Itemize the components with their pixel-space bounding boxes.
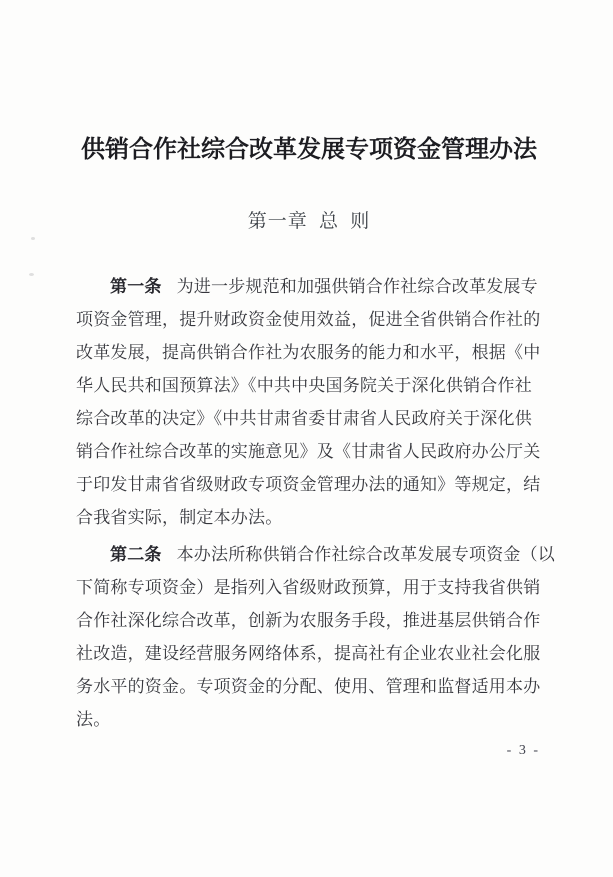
article-2-line: 下简称专项资金）是指列入省级财政预算，用于支持我省供销 [76,578,541,597]
document-body [76,270,556,736]
article-1-text: 为进一步规范和加强供销合作社综合改革发展专 [176,277,538,296]
article-1-paragraph [76,270,542,534]
article-1-line: 项资金管理，提升财政资金使用效益，促进全省供销合作社的 [76,310,541,329]
article-1-line: 合我省实际，制定本办法。 [76,508,283,527]
article-1-line: 于印发甘肃省省级财政专项资金管理办法的通知》等规定，结 [76,475,541,494]
article-1-label: 第一条 [110,277,162,296]
article-2-paragraph [76,538,556,736]
scan-speck [31,237,35,240]
document-title: 供销合作社综合改革发展专项资金管理办法 [81,137,537,163]
chapter-heading: 第一章 总 则 [247,211,371,232]
article-2-line: 社改造，建设经营服务网络体系，提高社有企业农业社会化服 [76,644,541,663]
page-number: - 3 - [506,743,540,758]
article-2-label: 第二条 [110,545,162,564]
article-2-line: 法。 [76,710,111,729]
article-2-line: 合作社深化综合改革，创新为农服务手段，推进基层供销合作 [76,611,541,630]
scan-speck [29,273,34,276]
article-2-line: 务水平的资金。专项资金的分配、使用、管理和监督适用本办 [76,677,541,696]
article-1-line: 改革发展，提高供销合作社为农服务的能力和水平，根据《中 [76,343,541,362]
article-1-line [76,270,542,303]
article-1-line: 综合改革的决定》《中共甘肃省委甘肃省人民政府关于深化供 [76,409,532,428]
article-1-line: 销合作社综合改革的实施意见》及《甘肃省人民政府办公厅关 [76,442,541,461]
article-1-line: 华人民共和国预算法》《中共中央国务院关于深化供销合作社 [76,376,532,395]
article-2-line [76,538,556,571]
article-2-text: 本办法所称供销合作社综合改革发展专项资金（以 [176,545,556,564]
